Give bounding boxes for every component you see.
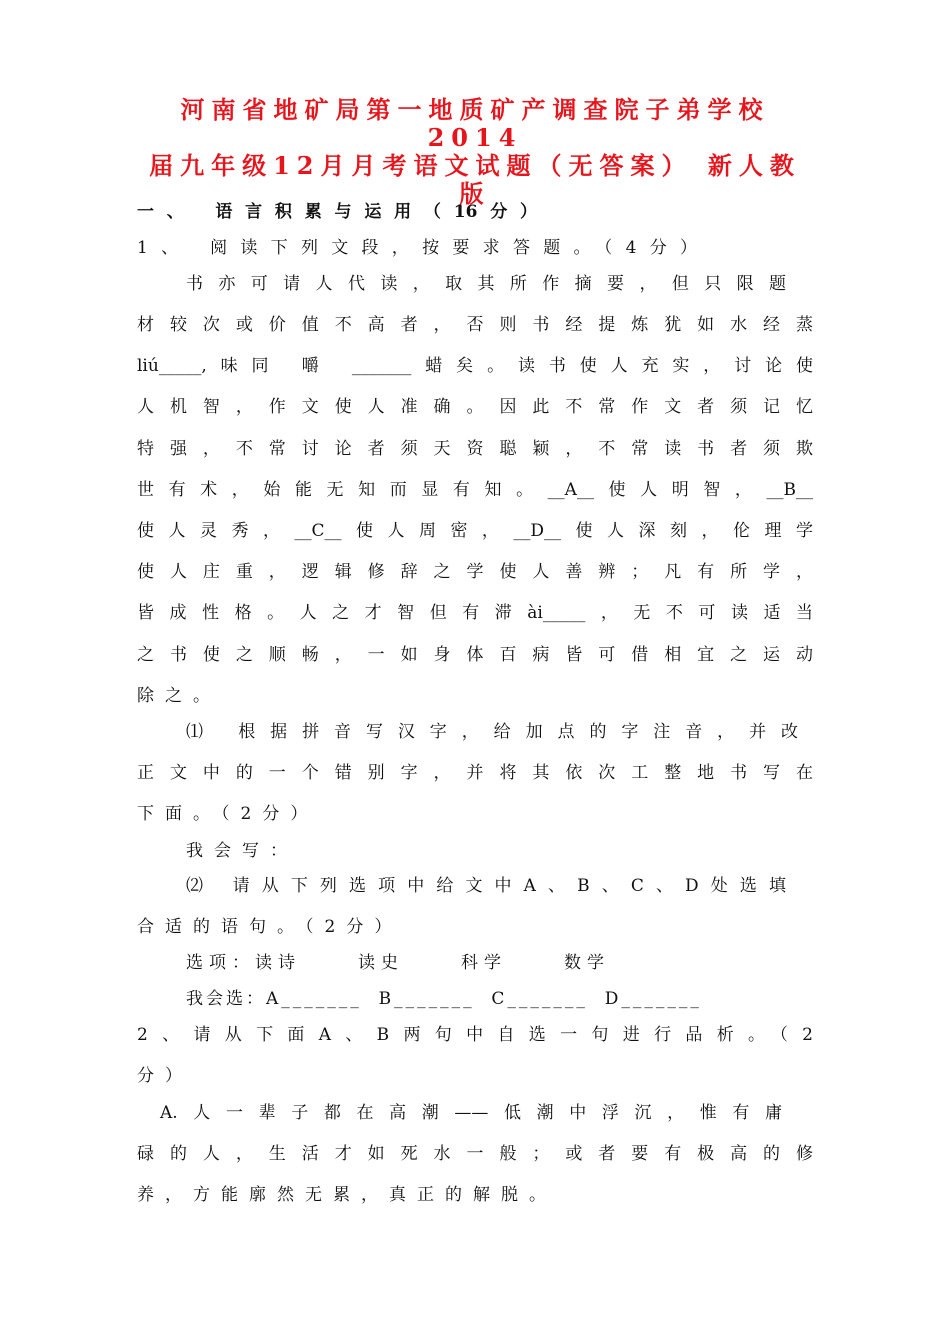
subquestion-1-line: 下面。（2分）	[137, 804, 319, 824]
passage-line: 除之。	[137, 686, 221, 706]
section-heading: 一、 语言积累与运用（16分）	[137, 202, 537, 222]
passage-line: 皆成性格。人之才智但有滞ài_____，无不可读适当	[137, 603, 813, 623]
subquestion-1-line: ⑴ 根据拼音写汉字，给加点的字注音，并改	[186, 722, 798, 742]
subquestion-1-line: 正文中的一个错别字，并将其依次工整地书写在	[137, 763, 813, 783]
question-2-header: 2、请从下面A、B两句中自选一句进行品析。（2	[137, 1025, 813, 1045]
passage-line: 人机智，作文使人准确。因此不常作文者须记忆	[137, 397, 813, 417]
question-2-header: 分）	[137, 1066, 193, 1086]
subquestion-2-line: ⑵ 请从下列选项中给文中A、B、C、D处选填	[186, 876, 786, 896]
sentence-a-line: 养，方能廓然无累，真正的解脱。	[137, 1185, 557, 1205]
sentence-a-line: A.人一辈子都在高潮——低潮中浮沉，惟有庸	[160, 1103, 782, 1123]
passage-line: 之书使之顺畅，一如身体百病皆可借相宜之运动	[137, 645, 813, 665]
passage-line: 世有术，始能无知而显有知。__A__使人明智，__B__	[137, 480, 813, 500]
passage-line: 使人灵秀，__C__使人周密，__D__使人深刻，伦理学	[137, 521, 813, 541]
options-line: 选项：读诗 读史 科学 数学	[186, 953, 611, 973]
title-line-2: 届九年级12月月考语文试题（无答案） 新人教	[149, 151, 801, 180]
passage-line: 使人庄重，逻辑修辞之学使人善辨；凡有所学，	[137, 562, 813, 582]
subquestion-2-line: 合适的语句。（2分）	[137, 917, 403, 937]
sentence-a-line: 碌的人，生活才如死水一般；或者要有极高的修	[137, 1144, 813, 1164]
answer-choice-line: 我会选：A_______ B_______ C_______ D_______	[186, 989, 702, 1009]
document-title	[135, 96, 815, 208]
title-line-1: 河南省地矿局第一地质矿产调查院子弟学校2014	[180, 95, 770, 152]
passage-line: 材较次或价值不高者，否则书经提炼犹如水经蒸	[137, 315, 813, 335]
title-line-3: 版	[459, 179, 491, 208]
question-1-header: 1、 阅读下列文段，按要求答题。（4分）	[137, 238, 697, 258]
passage-line: 书亦可请人代读，取其所作摘要，但只限题	[186, 274, 786, 294]
passage-line: 特强，不常讨论者须天资聪颖，不常读书者须欺	[137, 439, 813, 459]
passage-line: liú_____,味同 嚼 _______蜡矣。读书使人充实，讨论使	[137, 356, 813, 376]
answer-prompt-write: 我会写：	[186, 841, 298, 861]
